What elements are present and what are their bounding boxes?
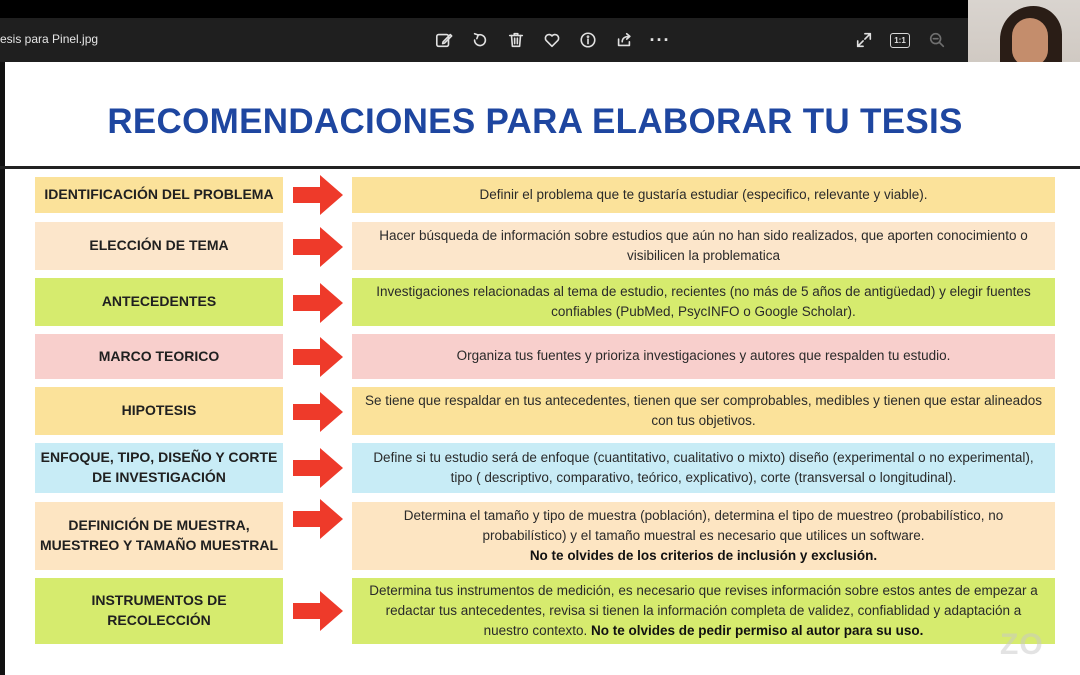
recommendation-row xyxy=(35,334,1055,379)
arrow-icon xyxy=(293,498,343,540)
expand-icon[interactable] xyxy=(852,28,876,52)
recommendation-row xyxy=(35,278,1055,326)
step-label: ENFOQUE, TIPO, DISEÑO Y CORTE DE INVESTIGACIÓN xyxy=(35,443,283,493)
arrow-icon xyxy=(293,590,343,632)
step-label: IDENTIFICACIÓN DEL PROBLEMA xyxy=(35,177,283,213)
top-black-bar xyxy=(0,0,1080,18)
step-description: Definir el problema que te gustaría estudiar (especifico, relevante y viable). xyxy=(352,177,1055,213)
slide-edge xyxy=(0,62,5,675)
recommendation-row xyxy=(35,578,1055,644)
share-icon[interactable] xyxy=(612,28,636,52)
step-description: Hacer búsqueda de información sobre estudios que aún no han sido realizados, que aporten conocimiento o visibilicen la problematica xyxy=(352,222,1055,270)
recommendation-row xyxy=(35,222,1055,270)
actual-size-icon[interactable]: 1:1 xyxy=(890,33,910,48)
step-label: ELECCIÓN DE TEMA xyxy=(35,222,283,270)
recommendation-row xyxy=(35,387,1055,435)
rotate-icon[interactable] xyxy=(468,28,492,52)
info-icon[interactable] xyxy=(576,28,600,52)
arrow-icon xyxy=(293,336,343,378)
step-label: DEFINICIÓN DE MUESTRA, MUESTREO Y TAMAÑO MUESTRAL xyxy=(35,502,283,570)
heart-icon[interactable] xyxy=(540,28,564,52)
slide-title: RECOMENDACIONES PARA ELABORAR TU TESIS xyxy=(107,102,963,141)
recommendation-row xyxy=(35,502,1055,570)
arrow-icon xyxy=(293,226,343,268)
zoom-watermark-logo: ZO xyxy=(1000,628,1044,661)
shared-slide xyxy=(0,62,1080,675)
edit-icon[interactable] xyxy=(432,28,456,52)
arrow-icon xyxy=(293,447,343,489)
step-label: INSTRUMENTOS DE RECOLECCIÓN xyxy=(35,578,283,644)
step-description: Se tiene que respaldar en tus antecedentes, tienen que ser comprobables, medibles y tienen que estar alineados con tus objetivos. xyxy=(352,387,1055,435)
step-label: ANTECEDENTES xyxy=(35,278,283,326)
delete-icon[interactable] xyxy=(504,28,528,52)
step-description: Investigaciones relacionadas al tema de estudio, recientes (no más de 5 años de antigüedad) y elegir fuentes confiables (PubMed, PsycINFO o Google Scholar). xyxy=(352,278,1055,326)
highlight-note: No te olvides de los criterios de inclusión y exclusión. xyxy=(529,548,878,564)
arrow-icon xyxy=(293,282,343,324)
step-label: MARCO TEORICO xyxy=(35,334,283,379)
step-description: Define si tu estudio será de enfoque (cuantitativo, cualitativo o mixto) diseño (experimental o no experimental), tipo ( descriptivo, comparativo, teórico, explicativo), corte (transversal o longitudinal). xyxy=(352,443,1055,493)
step-description: Organiza tus fuentes y prioriza investigaciones y autores que respalden tu estudio. xyxy=(352,334,1055,379)
recommendation-row xyxy=(35,443,1055,493)
recommendation-row xyxy=(35,177,1055,213)
participant-face xyxy=(1012,18,1048,66)
step-label: HIPOTESIS xyxy=(35,387,283,435)
step-description: Determina el tamaño y tipo de muestra (población), determina el tipo de muestreo (probabilístico, no probabilístico) y el tamaño muestral es necesario que utilices un software. No te olvides de los criterios de inclusión y exclusión. xyxy=(352,502,1055,570)
arrow-icon xyxy=(293,391,343,433)
arrow-icon xyxy=(293,174,343,216)
zoom-out-icon[interactable] xyxy=(925,28,949,52)
highlight-note: No te olvides de pedir permiso al autor para su uso. xyxy=(591,623,924,639)
file-name: esis para Pinel.jpg xyxy=(0,32,99,46)
title-divider xyxy=(0,166,1080,169)
step-description: Determina tus instrumentos de medición, es necesario que revises información sobre estos antes de empezar a redactar tus antecedentes, revisa si tienen la información completa de validez, confiablidad y adaptación a nuestro contexto. No te olvides de pedir permiso al autor para su uso. xyxy=(352,578,1055,644)
more-icon[interactable]: ··· xyxy=(649,29,671,50)
photo-viewer-toolbar xyxy=(0,18,968,62)
